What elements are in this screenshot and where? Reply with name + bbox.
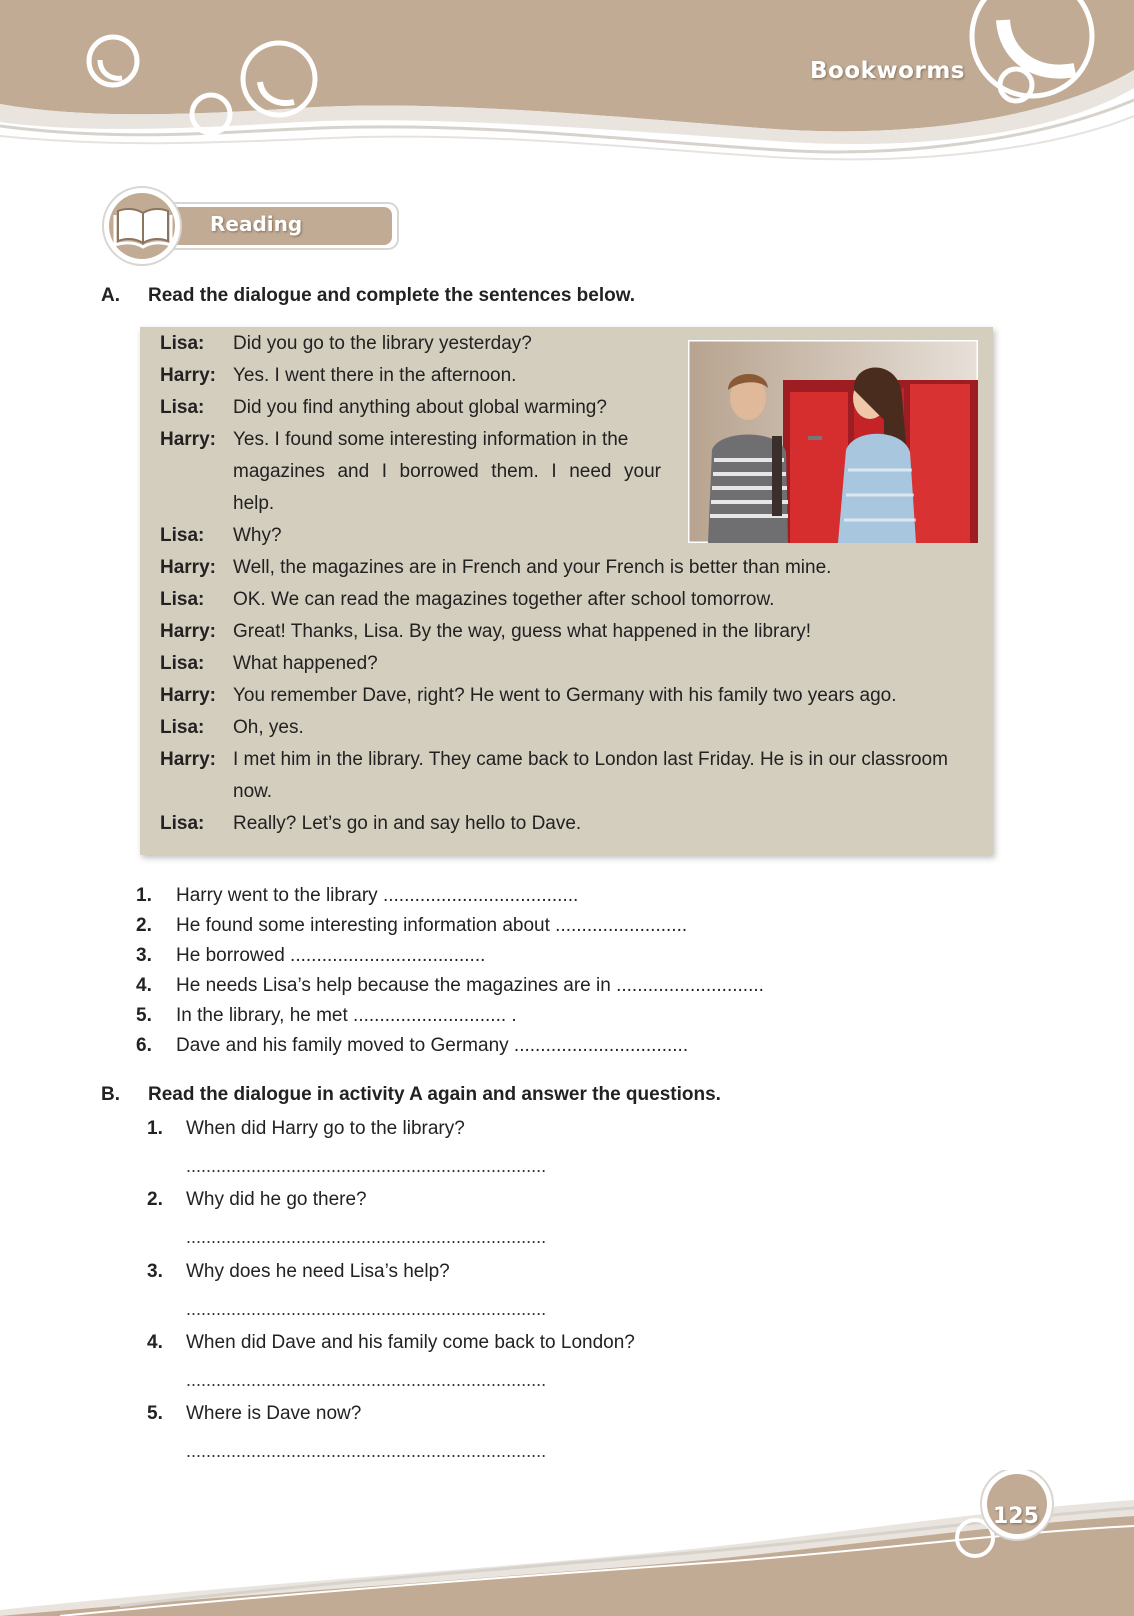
question-text: When did Dave and his family come back to London?: [186, 1332, 635, 1353]
sentence-text: Dave and his family moved to Germany .................................: [176, 1035, 689, 1056]
dialogue-line: Did you find anything about global warming?: [233, 397, 607, 418]
open-book-icon: [113, 205, 173, 249]
answer-line[interactable]: ........................................................................: [186, 1156, 547, 1176]
dialogue-speaker: Harry:: [160, 749, 216, 770]
dialogue-line: You remember Dave, right? He went to Germany with his family two years ago.: [233, 685, 897, 706]
dialogue-speaker: Lisa:: [160, 397, 205, 418]
sentence-number: 5.: [136, 1005, 152, 1026]
dialogue-speaker: Harry:: [160, 557, 216, 578]
dialogue-line: Really? Let’s go in and say hello to Dave.: [233, 813, 582, 834]
dialogue-line: help.: [233, 493, 275, 514]
activity-b-letter: B.: [101, 1084, 120, 1105]
sentence-number: 3.: [136, 945, 152, 966]
answer-line[interactable]: ........................................................................: [186, 1441, 547, 1461]
dialogue-line: I met him in the library. They came back to London last Friday. He is in our classroom: [233, 749, 948, 770]
dialogue-speaker: Lisa:: [160, 813, 205, 834]
dialogue-line: Why?: [233, 525, 282, 546]
dialogue-line: Yes. I went there in the afternoon.: [233, 365, 517, 386]
header-band: [0, 0, 1134, 170]
section-title: Reading: [210, 212, 303, 236]
question-number: 5.: [147, 1403, 163, 1424]
dialogue-speaker: Harry:: [160, 621, 216, 642]
dialogue-line: Did you go to the library yesterday?: [233, 333, 532, 354]
dialogue-line: now.: [233, 781, 273, 802]
dialogue-line: Great! Thanks, Lisa. By the way, guess what happened in the library!: [233, 621, 812, 642]
dialogue-line: magazines and I borrowed them. I need your: [233, 461, 661, 482]
dialogue-line: Oh, yes.: [233, 717, 304, 738]
dialogue-speaker: Lisa:: [160, 717, 205, 738]
question-text: When did Harry go to the library?: [186, 1118, 465, 1139]
question-number: 4.: [147, 1332, 163, 1353]
question-text: Where is Dave now?: [186, 1403, 362, 1424]
activity-a-instruction: Read the dialogue and complete the sentences below.: [148, 285, 636, 306]
page-number: 125: [993, 1504, 1039, 1529]
dialogue-speaker: Harry:: [160, 685, 216, 706]
dialogue-speaker: Lisa:: [160, 589, 205, 610]
dialogue-speaker: Lisa:: [160, 525, 205, 546]
footer-band: [0, 1470, 1134, 1616]
dialogue-speaker: Harry:: [160, 429, 216, 450]
activity-a-letter: A.: [101, 285, 120, 306]
dialogue-speaker: Lisa:: [160, 653, 205, 674]
dialogue-line: OK. We can read the magazines together after school tomorrow.: [233, 589, 775, 610]
dialogue-line: Yes. I found some interesting information in the: [233, 429, 629, 450]
dialogue-speaker: Lisa:: [160, 333, 205, 354]
question-text: Why does he need Lisa’s help?: [186, 1261, 450, 1282]
sentence-number: 2.: [136, 915, 152, 936]
sentence-text: He found some interesting information about .........................: [176, 915, 688, 936]
sentence-number: 1.: [136, 885, 152, 906]
question-number: 1.: [147, 1118, 163, 1139]
chapter-title: Bookworms: [810, 58, 965, 84]
sentence-text: He borrowed .....................................: [176, 945, 486, 966]
students-photo: [688, 340, 978, 543]
sentence-text: In the library, he met ............................. .: [176, 1005, 517, 1026]
question-number: 2.: [147, 1189, 163, 1210]
sentence-text: He needs Lisa’s help because the magazines are in ............................: [176, 975, 764, 996]
sentence-text: Harry went to the library .....................................: [176, 885, 579, 906]
sentence-number: 6.: [136, 1035, 152, 1056]
dialogue-line: Well, the magazines are in French and your French is better than mine.: [233, 557, 832, 578]
question-number: 3.: [147, 1261, 163, 1282]
answer-line[interactable]: ........................................................................: [186, 1370, 547, 1390]
dialogue-speaker: Harry:: [160, 365, 216, 386]
sentence-number: 4.: [136, 975, 152, 996]
activity-b-instruction: Read the dialogue in activity A again and answer the questions.: [148, 1084, 721, 1105]
answer-line[interactable]: ........................................................................: [186, 1299, 547, 1319]
dialogue-line: What happened?: [233, 653, 378, 674]
answer-line[interactable]: ........................................................................: [186, 1227, 547, 1247]
question-text: Why did he go there?: [186, 1189, 367, 1210]
